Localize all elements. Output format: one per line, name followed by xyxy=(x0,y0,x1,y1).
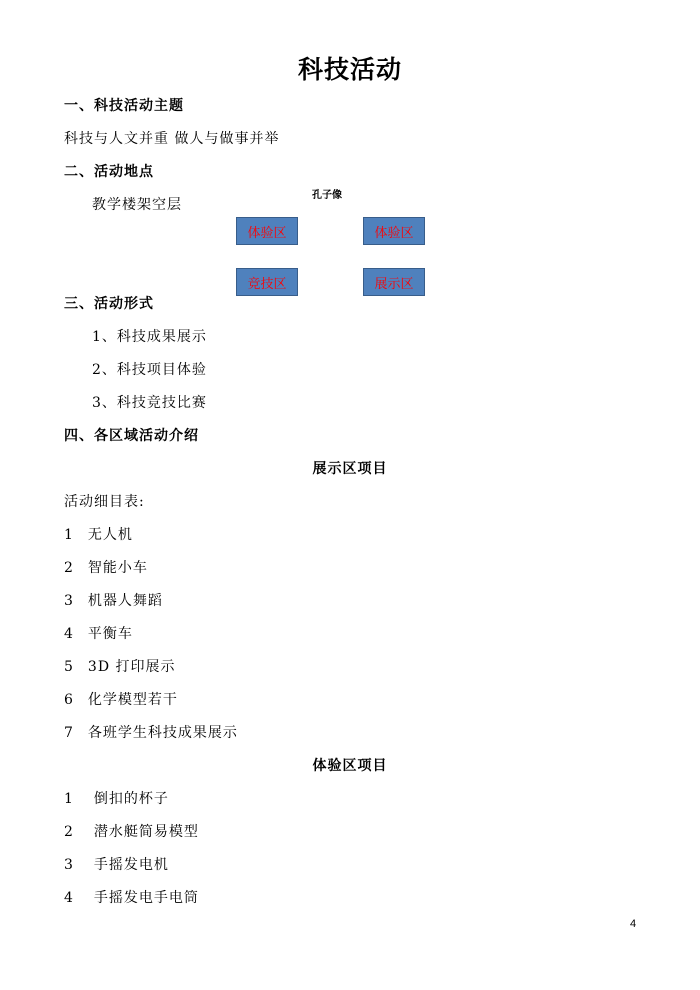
item-number: 4 xyxy=(64,626,74,642)
item-text: 智能小车 xyxy=(87,560,148,576)
item-number: 3 xyxy=(64,593,74,609)
location-text: 教学楼架空层 xyxy=(92,197,182,213)
areas-heading: 四、各区域活动介绍 xyxy=(64,428,199,444)
item-number: 1 xyxy=(64,791,74,807)
list-item xyxy=(64,524,133,544)
item-number: 2 xyxy=(64,560,74,576)
exhibit-intro: 活动细目表: xyxy=(64,494,145,510)
item-text: 化学模型若干 xyxy=(87,692,178,708)
exhibit-heading: 展示区项目 xyxy=(312,461,388,477)
zone-experience-left: 体验区 xyxy=(236,217,298,245)
item-number: 7 xyxy=(64,725,74,741)
theme-text: 科技与人文并重 做人与做事并举 xyxy=(64,131,280,147)
list-item xyxy=(64,557,148,577)
zone-experience-right: 体验区 xyxy=(363,217,425,245)
item-text: 无人机 xyxy=(87,527,133,543)
item-number: 5 xyxy=(64,659,74,675)
format-item: 3、科技竞技比赛 xyxy=(92,395,207,411)
theme-heading: 一、科技活动主题 xyxy=(64,98,184,114)
item-number: 6 xyxy=(64,692,74,708)
zone-exhibit: 展示区 xyxy=(363,268,425,296)
list-item xyxy=(64,887,199,907)
page-title: 科技活动 xyxy=(297,55,402,84)
list-item xyxy=(64,623,133,643)
list-item xyxy=(64,722,238,742)
item-text: 手摇发电手电筒 xyxy=(93,890,199,906)
location-heading: 二、活动地点 xyxy=(64,164,154,180)
format-item: 2、科技项目体验 xyxy=(92,362,207,378)
item-text: 潜水艇简易模型 xyxy=(93,824,199,840)
item-text: 平衡车 xyxy=(87,626,133,642)
item-text: 3D 打印展示 xyxy=(87,659,176,675)
item-text: 手摇发电机 xyxy=(93,857,169,873)
list-item xyxy=(64,656,176,676)
item-text: 各班学生科技成果展示 xyxy=(87,725,238,741)
item-number: 1 xyxy=(64,527,74,543)
list-item xyxy=(64,854,169,874)
item-text: 倒扣的杯子 xyxy=(93,791,169,807)
zone-competition: 竞技区 xyxy=(236,268,298,296)
page-number: 4 xyxy=(630,918,637,930)
format-heading: 三、活动形式 xyxy=(64,296,154,312)
list-item xyxy=(64,590,163,610)
list-item xyxy=(64,821,199,841)
experience-heading: 体验区项目 xyxy=(312,758,388,774)
format-item: 1、科技成果展示 xyxy=(92,329,207,345)
item-number: 2 xyxy=(64,824,74,840)
list-item xyxy=(64,689,178,709)
item-text: 机器人舞蹈 xyxy=(87,593,163,609)
list-item xyxy=(64,788,169,808)
item-number: 4 xyxy=(64,890,74,906)
item-number: 3 xyxy=(64,857,74,873)
confucius-statue-label: 孔子像 xyxy=(312,190,342,201)
